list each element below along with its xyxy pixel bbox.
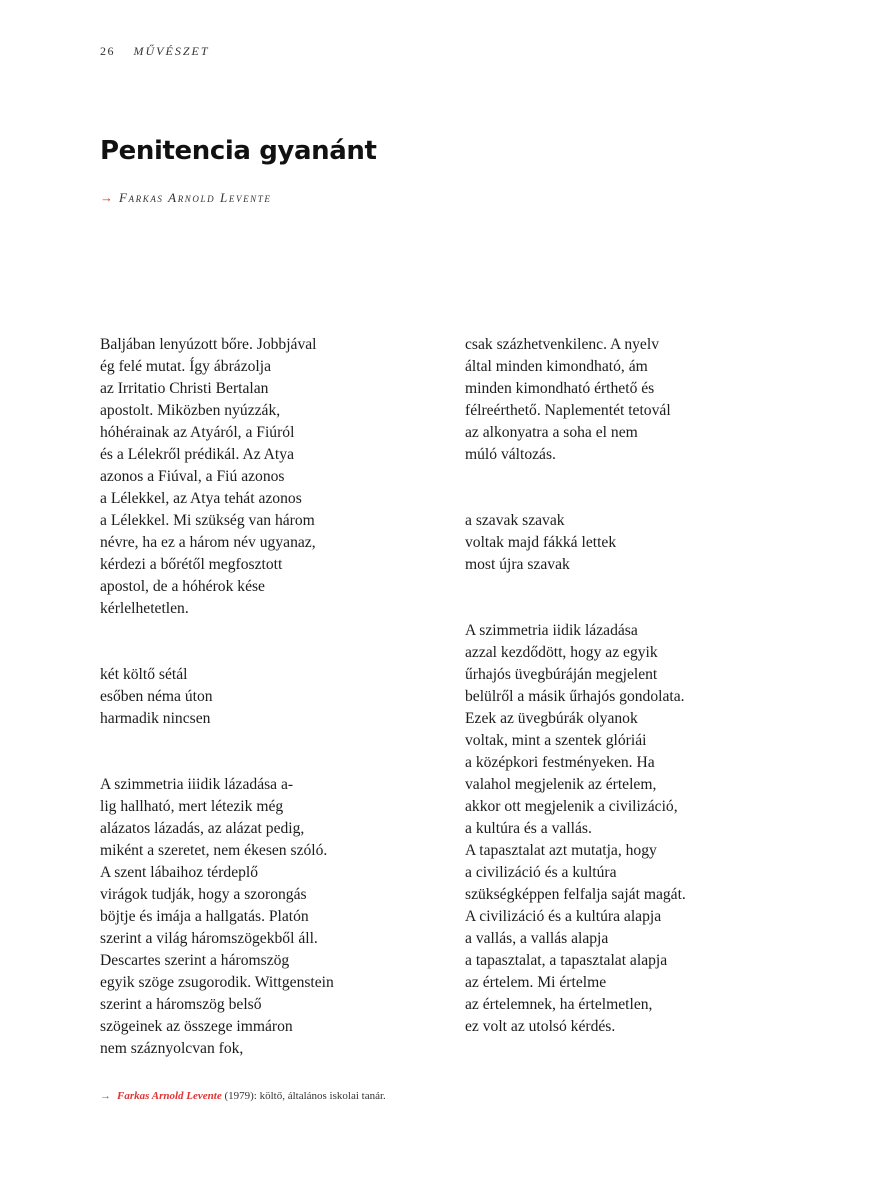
footnote-details: (1979): költő, általános iskolai tanár. bbox=[221, 1090, 386, 1102]
left-column bbox=[100, 334, 420, 1060]
arrow-right-icon: → bbox=[100, 1090, 111, 1102]
poem-stanza: csak százhetvenkilenc. A nyelv által minden kimondható, ám minden kimondható érthető és félreérthető. Naplementét tetovál az alkonyatra a soha el nem múló változás. bbox=[465, 336, 671, 463]
author-footnote bbox=[100, 1090, 386, 1102]
poem-stanza: Baljában lenyúzott bőre. Jobbjával ég felé mutat. Így ábrázolja az Irritatio Christi Bertalan apostolt. Miközben nyúzzák, hóhérainak az Atyáról, a Fiúról és a Lélekről prédikál. Az Atya azonos a Fiúval, a Fiú azonos a Lélekkel, az Atya tehát azonos a Lélekkel. Mi szükség van három névre, ha ez a három név ugyanaz, kérdezi a bőrétől megfosztott apostol, de a hóhérok kése kérlelhetetlen. bbox=[100, 336, 317, 617]
poem-stanza: A szimmetria iiidik lázadása a- lig hallható, mert létezik még alázatos lázadás, az alázat pedig, miként a szeretet, nem ékesen szóló. A szent lábaihoz térdeplő virágok tudják, hogy a szorongás böjtje és imája a hallgatás. Platón szerint a világ háromszögekből áll. Descartes szerint a háromszög egyik szöge zsugorodik. Wittgenstein szerint a háromszög belső szögeinek az összege immáron nem száznyolcvan fok, bbox=[100, 776, 334, 1057]
article-title: Penitencia gyanánt bbox=[100, 136, 377, 166]
author-line bbox=[100, 190, 271, 206]
poem-stanza: A szimmetria iidik lázadása azzal kezdődött, hogy az egyik űrhajós üvegbúráján megjelent belülről a másik űrhajós gondolata. Ezek az üvegbúrák olyanok voltak, mint a szentek glóriái a középkori festményeken. Ha valahol megjelenik az értelem, akkor ott megjelenik a civilizáció, a kultúra és a vallás. A tapasztalat azt mutatja, hogy a civilizáció és a kultúra szükségképpen felfalja saját magát. A civilizáció és a kultúra alapja a vallás, a vallás alapja a tapasztalat, a tapasztalat alapja az értelem. Mi értelme az értelemnek, ha értelmetlen, ez volt az utolsó kérdés. bbox=[465, 622, 686, 1035]
haiku-stanza: a szavak szavak voltak majd fákká lettek most újra szavak bbox=[465, 512, 617, 573]
page-number: 26 bbox=[100, 44, 115, 58]
haiku-stanza: két költő sétál esőben néma úton harmadik nincsen bbox=[100, 666, 213, 727]
author-name: Farkas Arnold Levente bbox=[119, 190, 272, 205]
arrow-right-icon: → bbox=[100, 190, 113, 205]
running-header bbox=[100, 44, 210, 59]
footnote-author-name: Farkas Arnold Levente bbox=[117, 1090, 222, 1102]
section-label: MŰVÉSZET bbox=[133, 44, 210, 58]
right-column bbox=[465, 334, 785, 1038]
